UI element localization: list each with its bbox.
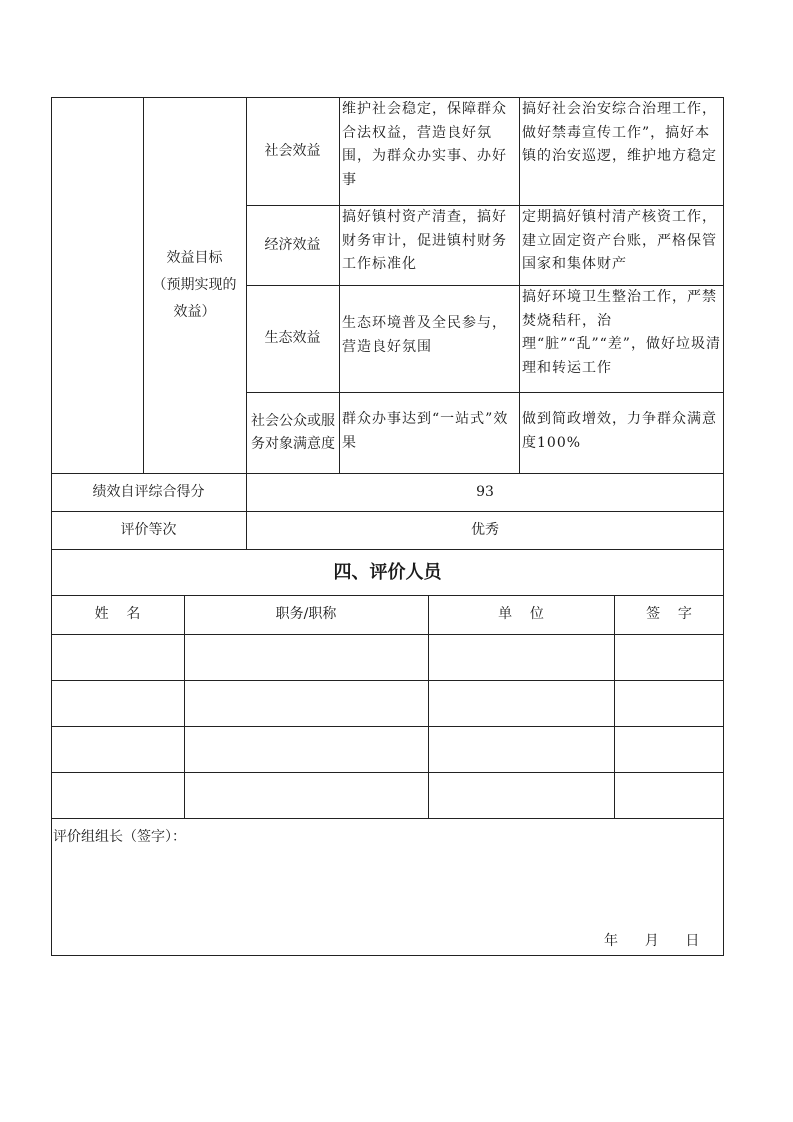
benefit-plan-social: 维护社会稳定，保障群众合法权益，营造良好氛围，为群众办实事、办好事 <box>342 101 507 188</box>
personnel-row-4[interactable] <box>51 772 724 819</box>
leader-date: 年 月 日 <box>604 933 700 949</box>
header-signature: 签 字 <box>646 606 692 622</box>
benefit-name-economic: 经济效益 <box>264 236 321 253</box>
benefit-actual-social: 搞好社会治安综合治理工作，做好禁毒宣传工作”，搞好本镇的治安巡逻，维护地方稳定 <box>522 101 717 164</box>
header-unit: 单 位 <box>498 606 544 622</box>
benefit-actual-eco: 搞好环境卫生整治工作，严禁焚烧秸秆，治理“脏”“乱”“差”，做好垃圾清理和转运工作 <box>522 289 721 376</box>
personnel-row-1[interactable] <box>51 634 724 680</box>
benefit-name-satisfaction: 社会公众或服务对象满意度 <box>251 413 335 452</box>
benefit-plan-economic: 搞好镇村资产清查，搞好财务审计，促进镇村财务工作标准化 <box>342 209 507 272</box>
benefit-plan-satisfaction: 群众办事达到“一站式”效果 <box>342 411 509 451</box>
personnel-row-2[interactable] <box>51 680 724 726</box>
score-value: 93 <box>476 484 494 500</box>
benefit-actual-economic: 定期搞好镇村清产核资工作，建立固定资产台账，严格保管国家和集体财产 <box>522 209 717 272</box>
leader-label: 评价组组长（签字）： <box>53 829 186 845</box>
header-title: 职务/职称 <box>275 606 337 622</box>
grade-value: 优秀 <box>471 522 499 538</box>
benefit-name-eco: 生态效益 <box>264 330 321 346</box>
personnel-row-3[interactable] <box>51 726 724 772</box>
benefit-name-social: 社会效益 <box>264 142 321 159</box>
section-title: 四、评价人员 <box>333 562 442 583</box>
header-name: 姓 名 <box>94 606 141 622</box>
score-label: 绩效自评综合得分 <box>92 484 205 500</box>
benefit-goal-label: 效益目标 （预期实现的 效益） <box>152 250 237 320</box>
benefit-actual-satisfaction: 做到简政增效，力争群众满意度100% <box>522 411 717 451</box>
benefit-plan-eco: 生态环境普及全民参与，营造良好氛围 <box>342 315 507 355</box>
grade-label: 评价等次 <box>120 522 177 538</box>
